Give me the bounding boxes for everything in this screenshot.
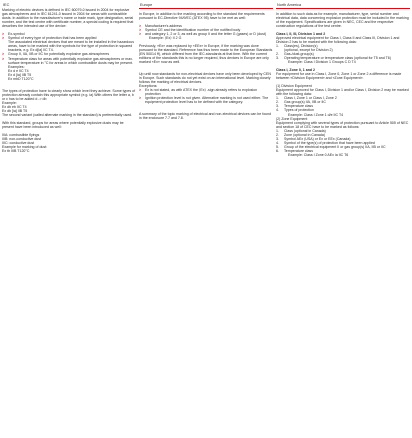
list-item: 2. Gas group(s) IIA, IIB or IIC <box>276 100 326 105</box>
zone-equipment-title: (2) Zone Equipment <box>276 116 308 121</box>
iec-heading: IEC <box>3 3 10 7</box>
division-equipment-title: (1) Division Equipment <box>276 84 312 89</box>
list-item: 3. Operating temperature or temperature class (optional for T5 and T6) <box>276 55 391 60</box>
division-equipment-list <box>276 96 410 112</box>
exceptions-list <box>139 88 273 104</box>
list-item: 4. Symbol of the type(s) of protection that have been applied <box>276 140 375 145</box>
dust-group: IIIC: conductive dust <box>2 141 35 146</box>
list-item: > Symbol CE and the identification number of the notified body <box>139 28 273 32</box>
example-line: Ex db eb IIC T4 <box>2 104 27 109</box>
atex-example: Example: ⟨Ex⟩ II 2 G <box>149 35 182 40</box>
dust-group: IIIA: combustible flyings <box>2 133 40 138</box>
dust-example: Ex tb IIIB T120°C <box>2 149 30 154</box>
dust-group: IIIB: non-conductive dust <box>2 137 42 142</box>
list-item: 5. Group of the electrical equipment II or gas group(s) IIA, IIB or IIC <box>276 144 386 149</box>
iec-bullet-list <box>2 32 136 81</box>
list-item: > Ignition protection level is not given. Alternative marking is not used either. The equipment protection level has to be defined with the category. <box>139 96 273 104</box>
example-line: Ex d [ia] IIB T5 <box>8 72 32 77</box>
europe-heading: Europe <box>139 2 273 9</box>
list-item: > Ex-symbol <box>2 32 136 36</box>
iec-intro: Marking of electric devices is defined in IEC 60079-0 issued in 2004 for explosive gas atmospheres and in IEC 61241-0 issued in 2004 for areas with combustible dusts. In addition to the manufacturer's name or trade mark, type designation, serial number, and the test centre with certificate number, a special coding is required that describes the intended use of the device: <box>2 8 134 29</box>
list-item: 4. Types of protection <box>276 108 314 113</box>
list-item: 1. Class (optional in Canada) <box>276 128 326 133</box>
list-item: 3. Symbol AEx (USA) or Ex or EEx (Canada) <box>276 136 351 141</box>
zone-section-title: Class I, Zone 0, 1 and 2 <box>276 68 316 73</box>
summary-paragraph: A summary of the topic marking of electrical and non-electrical devices can be found in the enclosure 7.7 and 7.8. <box>139 112 272 121</box>
list-item: 2. Zone (optional in Canada) <box>276 132 326 137</box>
europe-column <box>139 2 273 124</box>
exceptions-label: Exceptions: <box>139 84 158 89</box>
europe-intro: In Europe, in addition to the marking according to the standard the requirements pursuant to EC-Directive 94/9/EC (ATEX 95) have to be met as well: <box>139 11 265 20</box>
list-item: 3. Temperature class <box>276 104 313 109</box>
list-item: > Group II, IIA, IIB or IIC for potentially explosive gas atmospheres <box>2 52 136 56</box>
examples-label: Examples: <box>8 64 25 69</box>
zone-equipment-list <box>276 129 410 153</box>
north-america-heading: North America <box>276 2 410 9</box>
zone-section-intro: For equipment for use in Class I, Zone 0, Zone 1 or Zone 2 a difference is made between «Division Equipment» and «Zone Equipment». <box>276 72 402 81</box>
example-line: Ex db [ia] IIB T5 <box>2 109 28 114</box>
division-data-list <box>276 44 410 60</box>
non-electrical-paragraph: Up until now standards for non-electrical devices have only been developed by CEN in Europe. Such standards do not yet exist on an international level. Marking closely follows the marking of electrical devices. <box>139 72 271 85</box>
eex-paragraph: Previously, «Ex» was replaced by «EEx» in Europe, if the marking was done pursuant to the standard. Reference has thus been made to the European Standards (EN 50014 ff), which differed from the IEC-standards at that time. With the current editions of the standards this is no longer required, thus devices in Europe are only marked «Ex» now as well. <box>139 43 273 64</box>
dust-groups-intro: With this standard, groups for areas where potentially explosive dusts may be present have been introduced as well: <box>2 121 124 130</box>
list-item: > Symbol of every type of protection that has been applied The associated electrical devices that are meant to be installed in the hazardous areas, have to be marked with the symbols for the type of protection in squared brackets, e.g. Ex d[ia] IIC T4. <box>2 36 136 52</box>
north-america-intro: In addition to such data as for example, manufacturer, type, serial number and electrical data, data concerning explosion protection must be included in the marking of the equipment. Specifications are given in NEC, CEC and the respective construction regulations of the test centre. <box>276 11 409 28</box>
list-item: > and category 1, 2 or 3, as well as group II and the letter G (gases) or D (dust) <box>139 32 273 36</box>
list-item: 2. Gas-/dust-group(s) <box>276 51 314 56</box>
division-equipment-intro: Equipment approved for Class I, Division 1 and/or Class I, Division 2 may be marked with the following data: <box>276 88 409 97</box>
list-item: 6. Temperature class <box>276 148 313 153</box>
list-item: 1. Class(es), Division(s) (optional, except for Division 2) <box>276 43 333 52</box>
list-item: > Ex is not stated, as with ATEX the ⟨Ex⟩ -sign already refers to explosion protection <box>139 88 273 96</box>
zone-equipment-intro: Equipment complying with several types of protection pursuant to Article 505 of NEC and section 18 of CEC have to be marked as follows: <box>276 120 409 129</box>
dust-example-label: Example for marking of dust: <box>2 145 48 150</box>
division-equipment-example: Example: Class I Zone 1 d/e IIC T4 <box>288 112 344 117</box>
zone-equipment-example: Example: Class I Zone 0 AEx ia IIC T6 <box>288 153 349 157</box>
list-item: > Manufacturer's address <box>139 24 273 28</box>
protection-levels-paragraph: The types of protection have to clearly show which level they achieve. Some types of protection already contain this appropriate symbol (e.g. ia) With others the letter a, b or c has to be added d -> db <box>2 88 136 101</box>
division-section-title: Class I, II, III, Division 1 and 2 <box>276 31 326 36</box>
iec-column <box>2 2 136 153</box>
example-line: Ex mbD T120°C <box>8 76 34 81</box>
north-america-column <box>276 2 410 157</box>
list-item: > Temperature class for areas with potentially explosive gas atmospheres or max. surface temperature in °C for areas in which combustible dusts may be present. Examples: Ex d e IIC T4 Ex d [ia] IIB T5 Ex mbD T120°C <box>2 57 136 81</box>
list-item: 1. Class I, Zone 1 or Class I, Zone 2 <box>276 96 337 101</box>
europe-bullet-list <box>139 24 273 36</box>
example-line: Ex d e IIC T4 <box>8 68 29 73</box>
division-example: Example: Class I Division 1 Groups C D T4 <box>288 60 356 65</box>
bullet-continuation: The associated electrical devices that are meant to be installed in the hazardous areas, have to be marked with the symbols for the type of protection in squared brackets, e.g. Ex d[ia] IIC T4. <box>8 40 134 53</box>
alternate-marking-paragraph: The second variant (called alternate marking in the standard) is preferentially used. <box>2 113 133 118</box>
example-label: Example: <box>2 100 17 105</box>
division-section-intro: Approved electrical equipment for Class I, Class II and Class III, Division 1 and Division 2 has to be marked with the following data: <box>276 35 400 44</box>
